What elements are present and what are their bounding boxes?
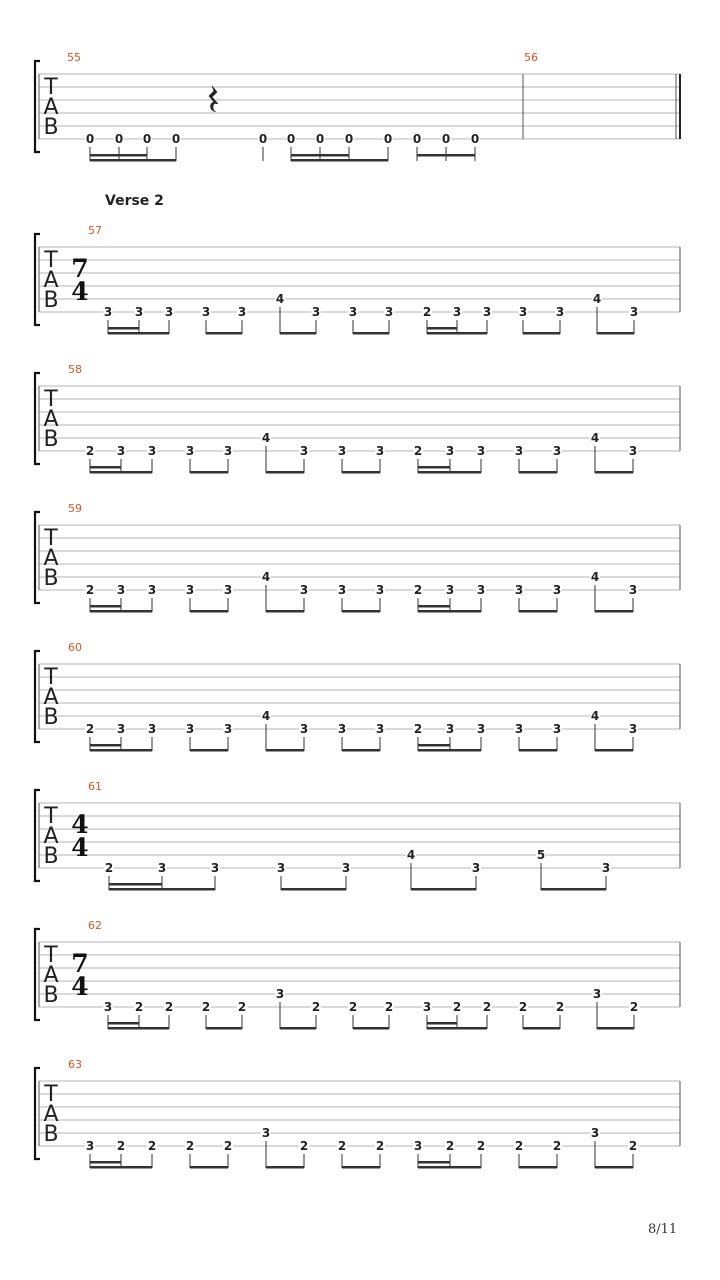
- fret-number: 3: [157, 861, 167, 875]
- fret-number: 4: [261, 709, 271, 723]
- beam: [427, 1027, 487, 1030]
- fret-number: 0: [344, 132, 354, 146]
- fret-number: 3: [628, 444, 638, 458]
- fret-number: 3: [422, 1000, 432, 1014]
- time-signature-numerator: 7: [71, 254, 89, 283]
- time-signature-numerator: 7: [71, 949, 89, 978]
- fret-number: 3: [134, 305, 144, 319]
- tab-clef-letter: B: [43, 566, 59, 591]
- fret-number: 3: [116, 444, 126, 458]
- beam: [523, 332, 560, 335]
- fret-number: 3: [210, 861, 220, 875]
- fret-number: 0: [85, 132, 95, 146]
- fret-number: 2: [413, 583, 423, 597]
- beam-secondary: [291, 154, 349, 157]
- fret-number: 2: [237, 1000, 247, 1014]
- fret-number: 3: [629, 305, 639, 319]
- fret-number: 3: [185, 444, 195, 458]
- fret-number: 3: [384, 305, 394, 319]
- fret-number: 2: [628, 1139, 638, 1153]
- measure-number: 61: [88, 780, 102, 793]
- fret-number: 4: [590, 709, 600, 723]
- fret-number: 4: [406, 848, 416, 862]
- fret-number: 2: [223, 1139, 233, 1153]
- fret-number: 2: [147, 1139, 157, 1153]
- measure-number: 58: [68, 363, 82, 376]
- time-signature-denominator: 4: [71, 833, 89, 862]
- fret-number: 2: [134, 1000, 144, 1014]
- beam: [595, 749, 633, 752]
- fret-number: 3: [552, 722, 562, 736]
- tab-clef-letter: T: [44, 526, 58, 551]
- fret-number: 3: [514, 583, 524, 597]
- measure-number: 55: [67, 51, 81, 64]
- fret-number: 2: [337, 1139, 347, 1153]
- beam: [190, 1166, 228, 1169]
- fret-number: 3: [348, 305, 358, 319]
- fret-number: 3: [201, 305, 211, 319]
- measure-number: 59: [68, 502, 82, 515]
- fret-number: 0: [441, 132, 451, 146]
- fret-number: 3: [311, 305, 321, 319]
- beam-secondary: [418, 605, 450, 608]
- beam: [266, 471, 304, 474]
- fret-number: 3: [552, 444, 562, 458]
- tab-clef-letter: B: [43, 705, 59, 730]
- fret-number: 2: [384, 1000, 394, 1014]
- tab-clef-letter: T: [44, 75, 58, 100]
- fret-number: 3: [601, 861, 611, 875]
- fret-number: 2: [104, 861, 114, 875]
- tab-clef-letter: T: [44, 387, 58, 412]
- measure-number: 60: [68, 641, 82, 654]
- tab-clef-letter: B: [43, 1122, 59, 1147]
- beam-secondary: [418, 466, 450, 469]
- beam: [342, 1166, 380, 1169]
- beam: [353, 1027, 389, 1030]
- fret-number: 0: [412, 132, 422, 146]
- fret-number: 4: [261, 431, 271, 445]
- fret-number: 0: [114, 132, 124, 146]
- fret-number: 2: [85, 583, 95, 597]
- fret-number: 2: [185, 1139, 195, 1153]
- fret-number: 2: [413, 444, 423, 458]
- fret-number: 3: [337, 444, 347, 458]
- fret-number: 3: [514, 722, 524, 736]
- fret-number: 4: [590, 570, 600, 584]
- beam: [342, 749, 380, 752]
- beam: [411, 888, 476, 891]
- beam: [597, 332, 634, 335]
- beam-secondary: [108, 327, 139, 330]
- page-number: 8/11: [648, 1222, 678, 1237]
- tab-clef-letter: A: [43, 546, 59, 571]
- fret-number: 0: [470, 132, 480, 146]
- fret-number: 5: [536, 848, 546, 862]
- tab-clef-letter: B: [43, 115, 59, 140]
- fret-number: 3: [375, 583, 385, 597]
- beam-secondary: [417, 154, 475, 157]
- measure-number: 63: [68, 1058, 82, 1071]
- beam: [418, 749, 481, 752]
- beam-secondary: [90, 466, 121, 469]
- beam: [90, 610, 152, 613]
- beam-secondary: [427, 327, 457, 330]
- beam: [280, 332, 316, 335]
- beam: [90, 159, 176, 162]
- beam: [280, 1027, 316, 1030]
- tab-clef-letter: A: [43, 407, 59, 432]
- fret-number: 3: [276, 861, 286, 875]
- beam: [342, 471, 380, 474]
- beam-secondary: [90, 154, 147, 157]
- beam: [519, 749, 557, 752]
- fret-number: 3: [299, 583, 309, 597]
- fret-number: 2: [85, 444, 95, 458]
- quarter-rest: [209, 86, 218, 112]
- beam: [109, 888, 215, 891]
- fret-number: 3: [337, 583, 347, 597]
- time-signature-denominator: 4: [71, 972, 89, 1001]
- beam-secondary: [418, 1161, 450, 1164]
- tab-clef-letter: B: [43, 983, 59, 1008]
- fret-number: 3: [299, 444, 309, 458]
- tab-clef-letter: A: [43, 963, 59, 988]
- tab-clef-letter: T: [44, 248, 58, 273]
- fret-number: 3: [628, 583, 638, 597]
- tab-clef-letter: A: [43, 1102, 59, 1127]
- measure-number: 62: [88, 919, 102, 932]
- beam: [190, 471, 228, 474]
- fret-number: 3: [445, 583, 455, 597]
- measure-number: 56: [524, 51, 538, 64]
- fret-number: 3: [555, 305, 565, 319]
- beam: [541, 888, 606, 891]
- fret-number: 3: [116, 722, 126, 736]
- tab-clef-letter: T: [44, 1082, 58, 1107]
- beam: [281, 888, 346, 891]
- beam: [353, 332, 389, 335]
- beam: [266, 1166, 304, 1169]
- fret-number: 3: [337, 722, 347, 736]
- fret-number: 0: [383, 132, 393, 146]
- tab-clef-letter: T: [44, 665, 58, 690]
- fret-number: 2: [629, 1000, 639, 1014]
- fret-number: 3: [514, 444, 524, 458]
- tab-clef-letter: T: [44, 804, 58, 829]
- fret-number: 3: [164, 305, 174, 319]
- fret-number: 3: [261, 1126, 271, 1140]
- fret-number: 3: [476, 583, 486, 597]
- fret-number: 3: [590, 1126, 600, 1140]
- beam: [595, 1166, 633, 1169]
- tab-clef-letter: A: [43, 268, 59, 293]
- fret-number: 3: [299, 722, 309, 736]
- beam-secondary: [427, 1022, 457, 1025]
- tab-clef-letter: A: [43, 95, 59, 120]
- beam-secondary: [108, 1022, 139, 1025]
- fret-number: 3: [552, 583, 562, 597]
- beam: [90, 471, 152, 474]
- fret-number: 2: [375, 1139, 385, 1153]
- fret-number: 3: [375, 722, 385, 736]
- fret-number: 3: [413, 1139, 423, 1153]
- fret-number: 3: [452, 305, 462, 319]
- tab-clef-letter: B: [43, 288, 59, 313]
- fret-number: 3: [85, 1139, 95, 1153]
- fret-number: 2: [476, 1139, 486, 1153]
- tab-clef-letter: T: [44, 943, 58, 968]
- beam: [519, 1166, 557, 1169]
- tab-clef-letter: A: [43, 824, 59, 849]
- fret-number: 3: [223, 444, 233, 458]
- beam: [108, 1027, 169, 1030]
- fret-number: 4: [590, 431, 600, 445]
- tab-clef-letter: B: [43, 844, 59, 869]
- fret-number: 3: [185, 583, 195, 597]
- beam: [595, 610, 633, 613]
- fret-number: 2: [201, 1000, 211, 1014]
- section-label-verse-2: Verse 2: [105, 193, 164, 209]
- fret-number: 3: [275, 987, 285, 1001]
- beam: [206, 332, 242, 335]
- fret-number: 2: [85, 722, 95, 736]
- beam-secondary: [109, 883, 162, 886]
- fret-number: 2: [422, 305, 432, 319]
- fret-number: 2: [116, 1139, 126, 1153]
- fret-number: 2: [518, 1000, 528, 1014]
- fret-number: 0: [286, 132, 296, 146]
- fret-number: 3: [116, 583, 126, 597]
- beam: [90, 749, 152, 752]
- fret-number: 2: [311, 1000, 321, 1014]
- fret-number: 0: [142, 132, 152, 146]
- beam: [427, 332, 487, 335]
- fret-number: 0: [258, 132, 268, 146]
- beam: [190, 749, 228, 752]
- beam: [418, 610, 481, 613]
- fret-number: 3: [628, 722, 638, 736]
- fret-number: 0: [315, 132, 325, 146]
- fret-number: 3: [341, 861, 351, 875]
- fret-number: 2: [348, 1000, 358, 1014]
- fret-number: 3: [445, 722, 455, 736]
- beam: [206, 1027, 242, 1030]
- beam: [519, 471, 557, 474]
- beam-secondary: [90, 744, 121, 747]
- fret-number: 3: [223, 583, 233, 597]
- beam: [90, 1166, 152, 1169]
- beam: [418, 471, 481, 474]
- beam-secondary: [90, 1161, 121, 1164]
- fret-number: 3: [147, 444, 157, 458]
- beam: [108, 332, 169, 335]
- fret-number: 2: [482, 1000, 492, 1014]
- fret-number: 2: [552, 1139, 562, 1153]
- beam: [190, 610, 228, 613]
- beam: [595, 471, 633, 474]
- fret-number: 3: [103, 305, 113, 319]
- fret-number: 3: [518, 305, 528, 319]
- fret-number: 3: [476, 444, 486, 458]
- beam: [266, 610, 304, 613]
- beam-secondary: [90, 605, 121, 608]
- beam: [291, 159, 388, 162]
- fret-number: 2: [555, 1000, 565, 1014]
- fret-number: 2: [445, 1139, 455, 1153]
- fret-number: 3: [375, 444, 385, 458]
- fret-number: 3: [592, 987, 602, 1001]
- beam: [266, 749, 304, 752]
- time-signature-denominator: 4: [71, 277, 89, 306]
- fret-number: 3: [103, 1000, 113, 1014]
- fret-number: 3: [147, 583, 157, 597]
- beam: [519, 610, 557, 613]
- beam: [523, 1027, 560, 1030]
- fret-number: 3: [445, 444, 455, 458]
- fret-number: 3: [223, 722, 233, 736]
- fret-number: 2: [164, 1000, 174, 1014]
- fret-number: 3: [482, 305, 492, 319]
- measure-number: 57: [88, 224, 102, 237]
- time-signature-numerator: 4: [71, 810, 89, 839]
- beam: [342, 610, 380, 613]
- fret-number: 3: [147, 722, 157, 736]
- fret-number: 2: [299, 1139, 309, 1153]
- fret-number: 3: [185, 722, 195, 736]
- tab-clef-letter: B: [43, 427, 59, 452]
- fret-number: 2: [413, 722, 423, 736]
- fret-number: 3: [237, 305, 247, 319]
- fret-number: 4: [261, 570, 271, 584]
- fret-number: 2: [514, 1139, 524, 1153]
- fret-number: 2: [452, 1000, 462, 1014]
- fret-number: 4: [592, 292, 602, 306]
- fret-number: 4: [275, 292, 285, 306]
- beam-secondary: [418, 744, 450, 747]
- tab-clef-letter: A: [43, 685, 59, 710]
- fret-number: 3: [476, 722, 486, 736]
- beam: [418, 1166, 481, 1169]
- fret-number: 0: [171, 132, 181, 146]
- beam: [597, 1027, 634, 1030]
- fret-number: 3: [471, 861, 481, 875]
